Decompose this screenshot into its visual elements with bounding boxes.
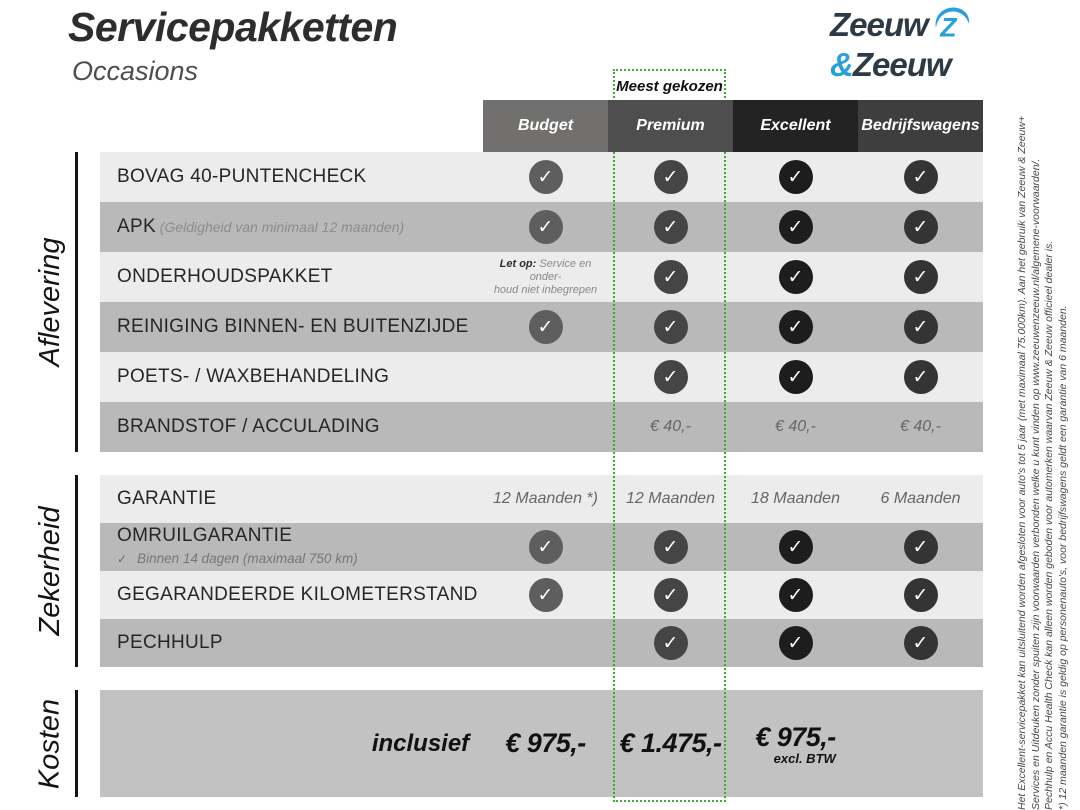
check-icon: ✓ bbox=[779, 260, 813, 294]
cell-value: € 40,- bbox=[900, 418, 941, 435]
check-icon: ✓ bbox=[654, 160, 688, 194]
logo-line2: &Zeeuw bbox=[830, 46, 951, 83]
table-row bbox=[100, 202, 983, 252]
cell-bedrijfswagens bbox=[858, 310, 983, 344]
cell-budget bbox=[483, 530, 608, 564]
table-row bbox=[100, 352, 983, 402]
cell-bedrijfswagens bbox=[858, 530, 983, 564]
check-icon: ✓ bbox=[904, 160, 938, 194]
check-icon: ✓ bbox=[654, 578, 688, 612]
table-row bbox=[100, 475, 983, 523]
column-headers bbox=[483, 100, 983, 152]
kosten-price-stack bbox=[755, 722, 836, 766]
row-label bbox=[100, 267, 483, 287]
cell-note: Let op: Service en onder- houd niet inbegrepen bbox=[493, 257, 598, 296]
row-label bbox=[100, 167, 483, 187]
cell-value: 12 Maanden *) bbox=[493, 490, 598, 507]
check-icon: ✓ bbox=[529, 578, 563, 612]
row-label bbox=[100, 526, 483, 569]
cell-excellent bbox=[733, 360, 858, 394]
check-icon: ✓ bbox=[529, 530, 563, 564]
column-header-bedrijfswagens: Bedrijfswagens bbox=[858, 100, 983, 152]
check-icon: ✓ bbox=[779, 160, 813, 194]
kosten-bar bbox=[100, 690, 983, 797]
check-icon: ✓ bbox=[904, 310, 938, 344]
check-icon: ✓ bbox=[904, 260, 938, 294]
cell-excellent bbox=[733, 160, 858, 194]
row-label-text: PECHHULP bbox=[117, 632, 223, 653]
cell-budget bbox=[483, 490, 608, 508]
kosten-price-premium: € 975,- bbox=[505, 728, 586, 758]
zeeuw-logo bbox=[830, 4, 971, 82]
table-row bbox=[100, 523, 983, 571]
check-icon: ✓ bbox=[904, 578, 938, 612]
check-icon: ✓ bbox=[654, 210, 688, 244]
z-swoosh-icon bbox=[929, 12, 971, 49]
kosten-inclusief: inclusief bbox=[371, 729, 470, 757]
cell-value: 18 Maanden bbox=[751, 490, 840, 507]
check-icon: ✓ bbox=[779, 626, 813, 660]
check-icon: ✓ bbox=[779, 360, 813, 394]
row-label-text: APK bbox=[117, 216, 156, 237]
section-label-zekerheid: Zekerheid bbox=[34, 506, 66, 636]
table-row bbox=[100, 152, 983, 202]
check-icon: ✓ bbox=[904, 530, 938, 564]
cell-excellent bbox=[733, 626, 858, 660]
section-line-aflevering bbox=[75, 152, 78, 452]
row-label bbox=[100, 317, 483, 337]
meest-gekozen-label: Meest gekozen bbox=[616, 78, 723, 95]
section-label-aflevering: Aflevering bbox=[34, 237, 66, 367]
check-icon: ✓ bbox=[654, 260, 688, 294]
section-zekerheid-rows bbox=[100, 475, 983, 667]
page-subtitle: Occasions bbox=[72, 56, 199, 86]
cell-bedrijfswagens bbox=[858, 418, 983, 436]
cell-excellent bbox=[733, 210, 858, 244]
column-header-premium: Premium bbox=[608, 100, 733, 152]
cell-excellent bbox=[733, 310, 858, 344]
cell-value: 12 Maanden bbox=[626, 490, 715, 507]
cell-budget bbox=[483, 578, 608, 612]
kosten-cell-bedrijfswagens bbox=[733, 722, 858, 766]
cell-value: 6 Maanden bbox=[880, 490, 961, 507]
section-line-kosten bbox=[75, 690, 78, 797]
section-label-kosten: Kosten bbox=[33, 698, 66, 790]
cell-bedrijfswagens bbox=[858, 626, 983, 660]
cell-bedrijfswagens bbox=[858, 210, 983, 244]
row-label-text: BRANDSTOF / ACCULADING bbox=[117, 416, 380, 437]
row-label bbox=[100, 417, 483, 437]
row-label bbox=[100, 585, 483, 605]
row-label-text: POETS- / WAXBEHANDELING bbox=[117, 366, 390, 387]
row-label-note: (Geldigheid van minimaal 12 maanden) bbox=[155, 219, 405, 235]
cell-bedrijfswagens bbox=[858, 260, 983, 294]
row-label-text: GEGARANDEERDE KILOMETERSTAND bbox=[117, 584, 478, 605]
cell-excellent bbox=[733, 530, 858, 564]
check-icon: ✓ bbox=[904, 626, 938, 660]
small-check-icon: ✓ bbox=[117, 551, 128, 566]
cell-excellent bbox=[733, 260, 858, 294]
check-icon: ✓ bbox=[779, 578, 813, 612]
cell-bedrijfswagens bbox=[858, 160, 983, 194]
meest-gekozen-highlight-box bbox=[613, 69, 726, 802]
cell-excellent bbox=[733, 578, 858, 612]
table-row bbox=[100, 252, 983, 302]
table-row bbox=[100, 402, 983, 452]
check-icon: ✓ bbox=[654, 530, 688, 564]
row-label-text: ONDERHOUDSPAKKET bbox=[117, 266, 333, 287]
check-icon: ✓ bbox=[654, 626, 688, 660]
footnote-line: *) 12 maanden garantie is geldig op personenauto's, voor bedrijfswagens geldt een garantie van 6 maanden. bbox=[1056, 305, 1069, 810]
cell-budget bbox=[483, 210, 608, 244]
cell-bedrijfswagens bbox=[858, 578, 983, 612]
check-icon: ✓ bbox=[779, 530, 813, 564]
section-aflevering-rows bbox=[100, 152, 983, 452]
column-header-excellent: Excellent bbox=[733, 100, 858, 152]
check-icon: ✓ bbox=[529, 160, 563, 194]
kosten-price-note: excl. BTW bbox=[773, 750, 836, 766]
kosten-cell-budget bbox=[358, 730, 483, 758]
check-icon: ✓ bbox=[529, 210, 563, 244]
section-line-zekerheid bbox=[75, 475, 78, 667]
cell-value: € 40,- bbox=[775, 418, 816, 435]
check-icon: ✓ bbox=[779, 310, 813, 344]
cell-excellent bbox=[733, 490, 858, 508]
cell-bedrijfswagens bbox=[858, 360, 983, 394]
row-label-text: REINIGING BINNEN- EN BUITENZIJDE bbox=[117, 316, 469, 337]
row-label bbox=[100, 633, 483, 653]
check-icon: ✓ bbox=[654, 310, 688, 344]
kosten-price-excellent: € 1.475,- bbox=[619, 728, 722, 758]
cell-budget bbox=[483, 258, 608, 297]
row-label-text: OMRUILGARANTIE bbox=[117, 524, 293, 546]
row-label bbox=[100, 367, 483, 387]
row-sub-note: ✓ Binnen 14 dagen (maximaal 750 km) bbox=[117, 550, 358, 566]
page-title: Servicepakketten bbox=[68, 4, 398, 50]
footnotes bbox=[1016, 100, 1074, 810]
cell-budget bbox=[483, 160, 608, 194]
row-label-text: BOVAG 40-PUNTENCHECK bbox=[117, 166, 367, 187]
cell-budget bbox=[483, 310, 608, 344]
table-row bbox=[100, 619, 983, 667]
footnote-line: Het Excellent-servicepakket kan uitsluitend worden afgesloten voor auto's tot 5 jaar (met maximaal 75.000km). Aan het gebruik van Zeeuw & Zeeuw+ bbox=[1016, 115, 1028, 810]
table-row bbox=[100, 571, 983, 619]
cell-bedrijfswagens bbox=[858, 490, 983, 508]
svg-text:Z: Z bbox=[939, 12, 956, 42]
cell-value: € 40,- bbox=[650, 418, 691, 435]
row-label bbox=[100, 217, 483, 237]
column-header-budget: Budget bbox=[483, 100, 608, 152]
row-label bbox=[100, 489, 483, 509]
check-icon: ✓ bbox=[529, 310, 563, 344]
cell-excellent bbox=[733, 418, 858, 436]
footnote-line: Services en Uitdeuken zonder spuiten zijn voorwaarden verbonden welke u kunt vinden op www.zeeuwenzeeuw.nl/algemene-voorwaarden/. bbox=[1029, 158, 1042, 810]
check-icon: ✓ bbox=[779, 210, 813, 244]
cell-note-bold: Let op: bbox=[499, 257, 540, 270]
footnote-line: Pechhulp en Accu Health Check kan alleen worden geboden voor automerken waarvan Zeeuw & Zeeuw officieel dealer is. bbox=[1043, 240, 1055, 810]
row-label-text: GARANTIE bbox=[117, 488, 217, 509]
logo-line1: Zeeuw Z bbox=[830, 4, 971, 48]
check-icon: ✓ bbox=[654, 360, 688, 394]
kosten-price-bedrijfswagens: € 975,- bbox=[755, 721, 836, 752]
check-icon: ✓ bbox=[904, 210, 938, 244]
check-icon: ✓ bbox=[904, 360, 938, 394]
kosten-cell-premium bbox=[483, 728, 608, 759]
table-row bbox=[100, 302, 983, 352]
